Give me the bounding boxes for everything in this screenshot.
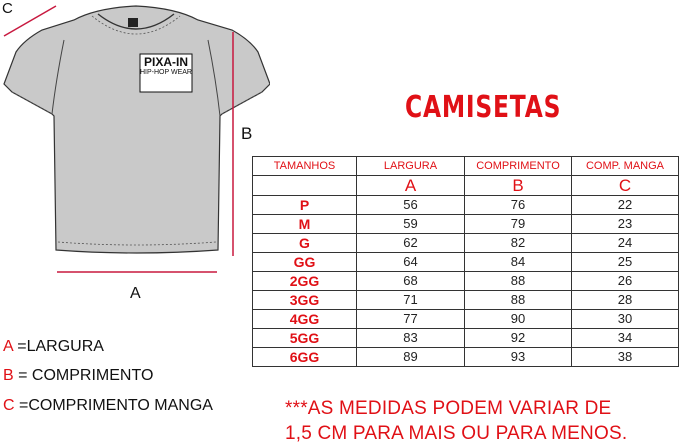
comp-manga-cell: 24 [572, 234, 679, 253]
measure-label-c: C [2, 0, 13, 17]
legend-key-c: C [3, 397, 15, 414]
comprimento-cell: 82 [465, 234, 572, 253]
disclaimer-line-1: ***AS MEDIDAS PODEM VARIAR DE [285, 398, 612, 419]
comprimento-cell: 76 [465, 196, 572, 215]
tshirt-body [4, 6, 270, 253]
measure-label-a: A [130, 285, 141, 302]
legend-text-b: = COMPRIMENTO [13, 367, 154, 384]
size-cell: 4GG [253, 310, 357, 329]
legend-text-c: =COMPRIMENTO MANGA [14, 397, 213, 414]
largura-cell: 68 [357, 272, 465, 291]
logo [140, 56, 192, 77]
largura-cell: 59 [357, 215, 465, 234]
comp-manga-cell: 22 [572, 196, 679, 215]
size-cell: G [253, 234, 357, 253]
table-row [253, 310, 679, 329]
legend-item-b [3, 367, 153, 385]
table-row [253, 348, 679, 367]
logo-line1: PIXA-IN [143, 55, 188, 69]
size-cell: P [253, 196, 357, 215]
letter-cell-empty [253, 176, 357, 196]
table-row [253, 234, 679, 253]
table-row [253, 329, 679, 348]
largura-cell: 77 [357, 310, 465, 329]
table-row [253, 215, 679, 234]
size-table [252, 156, 679, 367]
header-comprimento: COMPRIMENTO [465, 157, 572, 176]
letter-cell-a: A [357, 176, 465, 196]
legend-key-a: A [3, 338, 13, 355]
comp-manga-cell: 25 [572, 253, 679, 272]
comp-manga-cell: 28 [572, 291, 679, 310]
comprimento-cell: 93 [465, 348, 572, 367]
table-row [253, 272, 679, 291]
legend-text-a: =LARGURA [12, 338, 104, 355]
measure-label-b: B [241, 124, 253, 143]
header-comp-manga: COMP. MANGA [572, 157, 679, 176]
logo-line2: HIP-HOP WEAR [140, 69, 192, 76]
comp-manga-cell: 34 [572, 329, 679, 348]
largura-cell: 62 [357, 234, 465, 253]
legend-key-b: B [3, 367, 14, 384]
comprimento-cell: 90 [465, 310, 572, 329]
page-title: CAMISETAS [405, 90, 562, 125]
table-row [253, 253, 679, 272]
header-largura: LARGURA [357, 157, 465, 176]
size-cell: M [253, 215, 357, 234]
size-cell: 6GG [253, 348, 357, 367]
letter-cell-c: C [572, 176, 679, 196]
comprimento-cell: 88 [465, 291, 572, 310]
comp-manga-cell: 26 [572, 272, 679, 291]
table-row [253, 291, 679, 310]
comprimento-cell: 92 [465, 329, 572, 348]
largura-cell: 89 [357, 348, 465, 367]
disclaimer-line-2: 1,5 CM PARA MAIS OU PARA MENOS. [285, 423, 628, 444]
comp-manga-cell: 30 [572, 310, 679, 329]
legend-item-a [3, 338, 104, 356]
letter-cell-b: B [465, 176, 572, 196]
size-cell: GG [253, 253, 357, 272]
tshirt-illustration [0, 0, 270, 300]
size-cell: 2GG [253, 272, 357, 291]
comp-manga-cell: 23 [572, 215, 679, 234]
comprimento-cell: 84 [465, 253, 572, 272]
table-row [253, 196, 679, 215]
comp-manga-cell: 38 [572, 348, 679, 367]
largura-cell: 71 [357, 291, 465, 310]
legend-item-c [3, 397, 213, 415]
largura-cell: 56 [357, 196, 465, 215]
size-cell: 3GG [253, 291, 357, 310]
comprimento-cell: 79 [465, 215, 572, 234]
size-cell: 5GG [253, 329, 357, 348]
largura-cell: 83 [357, 329, 465, 348]
header-tamanhos: TAMANHOS [253, 157, 357, 176]
largura-cell: 64 [357, 253, 465, 272]
comprimento-cell: 88 [465, 272, 572, 291]
table-header-row [253, 157, 679, 176]
table-letter-row [253, 176, 679, 196]
